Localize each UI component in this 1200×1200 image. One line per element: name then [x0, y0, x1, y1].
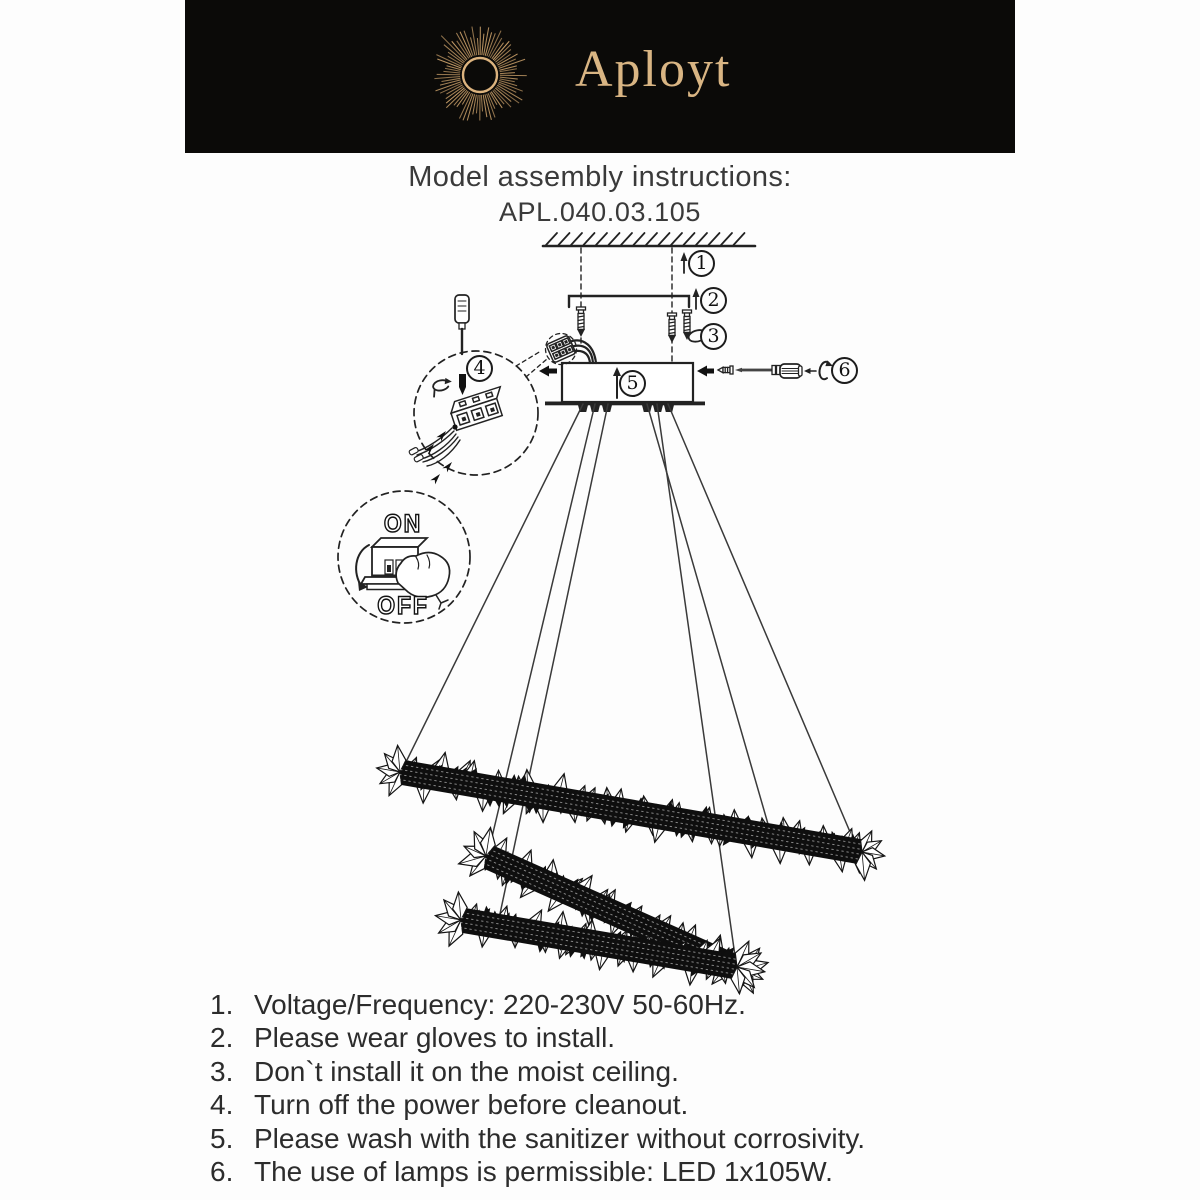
mounting-bracket	[569, 288, 700, 309]
title-line1: Model assembly instructions:	[408, 161, 792, 193]
item-number: 1.	[210, 989, 234, 1020]
cable-glands	[578, 405, 674, 412]
instruction-item	[210, 1055, 1040, 1088]
instruction-list	[210, 988, 1040, 1188]
twist-wire-icon	[431, 377, 454, 397]
screwdriver-horizontal	[735, 359, 834, 380]
side-screw	[697, 366, 733, 377]
item-number: 2.	[210, 1022, 234, 1054]
instruction-item	[210, 1122, 1040, 1155]
item-number: 6.	[210, 1155, 234, 1187]
lead-wires	[409, 424, 460, 466]
item-text: Voltage/Frequency: 220-230V 50-60Hz.	[254, 989, 746, 1020]
alignment-guides	[581, 248, 672, 362]
model-number: APL.040.03.105	[498, 197, 702, 227]
callout-1: 1	[688, 250, 715, 277]
ceiling	[543, 233, 755, 246]
screwdriver-vertical	[455, 295, 469, 395]
item-text: Please wash with the sanitizer without corrosivity.	[254, 1122, 866, 1154]
instruction-item	[210, 1155, 1040, 1188]
switch-off-label: OFF	[377, 592, 429, 620]
item-text: The use of lamps is permissible: LED 1x105W.	[254, 1155, 833, 1187]
switch-on-label: ON	[383, 510, 423, 538]
instruction-item	[210, 1088, 1040, 1121]
callout-2: 2	[700, 287, 727, 314]
callout-4: 4	[466, 355, 493, 382]
callout-5: 5	[619, 370, 646, 397]
crystal-garland	[377, 745, 885, 880]
brand-wordmark: Aployt	[575, 41, 732, 98]
item-text: Please wear gloves to install.	[254, 1022, 616, 1054]
item-number: 5.	[210, 1122, 234, 1154]
suspension-wires	[404, 404, 856, 963]
terminal-block	[448, 387, 509, 431]
callout-6: 6	[831, 357, 858, 384]
item-number: 3.	[210, 1055, 234, 1087]
wall-anchor	[681, 252, 688, 273]
wiring-detail-circle	[409, 295, 538, 484]
item-text: Turn off the power before cleanout.	[254, 1089, 689, 1121]
crystal-chandelier	[377, 745, 885, 993]
instruction-item	[210, 1021, 1040, 1054]
instruction-item	[210, 988, 1040, 1021]
item-text: Don`t install it on the moist ceiling.	[254, 1055, 679, 1087]
mounting-screws	[577, 307, 712, 344]
push-left-arrow-icon	[539, 366, 557, 377]
callout-3: 3	[700, 323, 727, 350]
item-number: 4.	[210, 1089, 234, 1121]
